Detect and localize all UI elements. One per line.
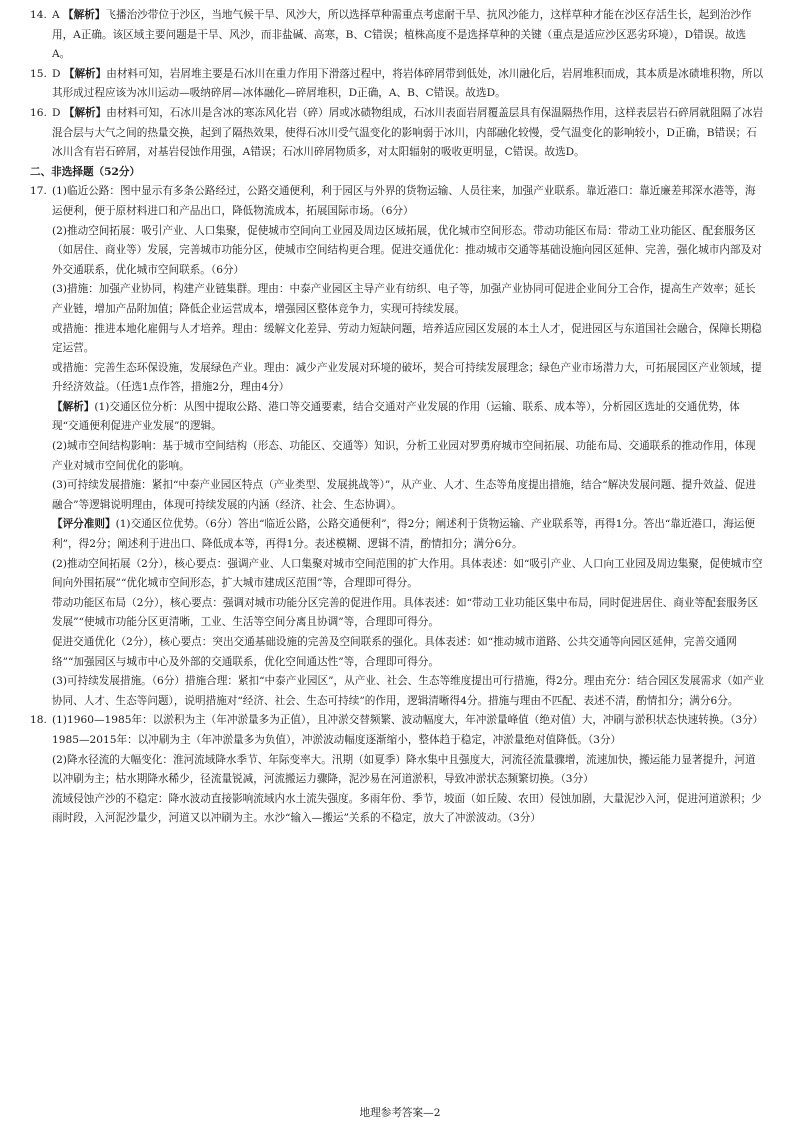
- question-number: 17.: [30, 185, 47, 198]
- criteria-2: (2)推动空间拓展（2分），核心要点：强调产业、人口集聚对城市空间范围的扩大作用。具体表述：如“吸引产业、人口向工业园及周边集聚，促使城市空间向外围拓展”“优化城市空间形态，扩大城市建成区范围”等，合理即可得分。: [52, 557, 763, 590]
- question-number: 14.: [30, 9, 47, 21]
- question-17: [30, 182, 764, 221]
- analysis-text: 飞播治沙带位于沙区，当地气候干旱、风沙大，所以选择草种需重点考虑耐干旱、抗风沙能力，这样草种才能在沙区存活生长，起到治沙作用，A正确。该区域主要问题是干旱、风沙，而非盐碱、高寒，B、C错误；植株高度不是选择草种的关键（重点是适应沙区恶劣环境），D错误。故选A。: [52, 9, 752, 61]
- analysis-tag: 【解析】: [63, 9, 106, 21]
- section-heading: 二、非选择题（52分）: [30, 165, 141, 178]
- criteria-1: [30, 515, 764, 554]
- answer-part-3-alt-2: 或措施：完善生态环保设施，发展绿色产业。理由：减少产业发展对环境的破坏，契合可持续发展理念；绿色产业市场潜力大，可拓展园区产业领域，提升经济效益。（任选1点作答，措施2分，理由4分）: [52, 361, 762, 394]
- answer-part-2: (2)降水径流的大幅变化：淮河流域降水季节、年际变率大。汛期（如夏季）降水集中且强度大，河流径流量骤增，流速加快，搬运能力显著提升，河道以冲刷为主；枯水期降水稀少，径流量锐减，河流搬运力骤降，泥沙易在河道淤积，导致冲淤状态频繁切换。（3分）: [52, 753, 756, 786]
- answer-part-2-cont: 流域侵蚀产沙的不稳定：降水波动直接影响流域内水土流失强度。多雨年份、季节，坡面（如丘陵、农田）侵蚀加剧，大量泥沙入河，促进河道淤积；少雨时段，入河泥沙量少，河道又以冲刷为主。水沙“输入—搬运”关系的不稳定，放大了冲淤波动。（3分）: [52, 792, 762, 825]
- question-number: 15.: [30, 67, 47, 80]
- answer-part-3: (3)措施：加强产业协同，构建产业链集群。理由：中泰产业园区主导产业有纺织、电子等，加强产业协同可促进企业间分工合作，提高生产效率；延长产业链，增加产品附加值；降低企业运营成本，增强园区整体竞争力，实现可持续发展。: [52, 283, 756, 315]
- question-18: [30, 711, 764, 750]
- answer-letter: D: [52, 106, 61, 119]
- answer-part-1: (1)临近公路：图中显示有多条公路经过，公路交通便利，利于园区与外界的货物运输、人员往来，加强产业联系。靠近港口：靠近廉差邦深水港等，海运便利，便于原材料进口和产品出口，降低物流成本，拓展国际市场。（6分）: [52, 185, 756, 217]
- answer-letter: D: [52, 67, 61, 80]
- analysis-3: (3)可持续发展措施：紧扣“中泰产业园区特点（产业类型、发展挑战等）”，从产业、人才、生态等角度提出措施，结合“解决发展问题、提升效益、促进融合”等逻辑说明理由，体现可持续发展的内涵（经济、社会、生态协调）。: [52, 479, 756, 511]
- criteria-3: 带动功能区布局（2分），核心要点：强调对城市功能分区完善的促进作用。具体表述：如“带动工业功能区集中布局，同时促进居住、商业等配套服务区发展”“使城市功能分区更清晰，工业、生活等空间分离且协调”等，合理即可得分。: [52, 596, 759, 629]
- answer-letter: A: [52, 9, 60, 21]
- criteria-4: 促进交通优化（2分），核心要点：突出交通基础设施的完善及空间联系的强化。具体表述：如“推动城市道路、公共交通等向园区延伸，完善交通网络”“加强园区与城市中心及外部的交通联系，优化空间通达性”等，合理即可得分。: [52, 636, 737, 668]
- analysis-text: 由材料可知，石冰川是含冰的寒冻风化岩（碎）屑或冰碛物组成，石冰川表面岩屑覆盖层具有保温隔热作用，这样表层岩石碎屑就阻隔了冰岩混合层与大气之间的热量交换，起到了隔热效果，使得石冰川受气温变化的影响弱于冰川，内部融化较慢，受气温变化的影响较小，D正确，B错误；石冰川含有岩石碎屑，对基岩侵蚀作用强，A错误；石冰川碎屑物质多，对太阳辐射的吸收更明显，C错误。故选D。: [52, 106, 764, 159]
- question-15: [30, 65, 764, 104]
- analysis-tag: 【解析】: [63, 67, 107, 80]
- answer-part-1: (1)1960—1985年：以淤积为主（年冲淤量多为正值），且冲淤交替频繁、波动幅度大，年冲淤量峰值（绝对值）大，冲刷与淤积状态快速转换。（3分）1985—2015年：以冲刷为主（年冲淤量多为负值），冲淤波动幅度逐渐缩小，整体趋于稳定，冲淤量绝对值降低。（3分）: [52, 714, 764, 746]
- page-footer: 地理参考答案—2: [359, 1107, 441, 1120]
- criteria-5: (3)可持续发展措施。（6分）措施合理：紧扣“中泰产业园区”，从产业、社会、生态等维度提出可行措施，得2分。理由充分：结合园区发展需求（如产业协同、人才、生态等问题），说明措施对“经济、社会、生态可持续”的作用，逻辑清晰得4分。措施与理由不匹配、表述不清，酌情扣分；满分6分。: [52, 675, 765, 707]
- question-16: [30, 104, 764, 163]
- analysis-tag: 【解析】: [63, 106, 107, 119]
- analysis-text: (1)交通区位分析：从图中提取公路、港口等交通要素，结合交通对产业发展的作用（运输、联系、成本等），分析园区选址的交通优势，体现“交通便利促进产业发展”的逻辑。: [52, 400, 740, 433]
- question-14: [30, 6, 764, 65]
- answer-part-2: (2)推动空间拓展：吸引产业、人口集聚，促使城市空间向工业园及周边区域拓展，优化城市空间形态。带动功能区布局：带动工业功能区、配套服务区（如居住、商业等）发展，完善城市功能分区，使城市空间结构更合理。促进交通优化：推动城市交通等基础设施向园区延伸、完善，强化城市内部及对外交通联系，优化城市空间联系。（6分）: [52, 224, 762, 276]
- criteria-text: (1)交通区位优势。（6分）答出“临近公路，公路交通便利”，得2分；阐述利于货物运输、产业联系等，再得1分。答出“靠近港口，海运便利”，得2分；阐述利于进出口、降低成本等，再得1分。表述模糊、逻辑不清，酌情扣分；满分6分。: [52, 518, 755, 551]
- answer-part-3-alt-1: 或措施：推进本地化雇佣与人才培养。理由：缓解文化差异、劳动力短缺问题，培养适应园区发展的本土人才，促进园区与东道国社会融合，保障长期稳定运营。: [52, 322, 762, 355]
- analysis-2: (2)城市空间结构影响：基于城市空间结构（形态、功能区、交通等）知识，分析工业园对罗勇府城市空间拓展、功能布局、交通联系的推动作用，体现产业对城市空间优化的影响。: [52, 440, 756, 472]
- criteria-tag: 【评分准则】: [52, 518, 116, 531]
- question-number: 18.: [30, 714, 47, 727]
- question-number: 16.: [30, 106, 47, 119]
- analysis-tag: 【解析】: [52, 400, 95, 413]
- analysis-1: [30, 398, 764, 437]
- analysis-text: 由材料可知，岩屑堆主要是石冰川在重力作用下滑落过程中，将岩体碎屑带到低处，冰川融化后，岩屑堆积而成，其本质是冰碛堆积物，所以其形成过程应该为冰川运动—吸纳碎屑—冰体融化—碎屑堆积，D正确，A、B、C错误。故选D。: [52, 67, 764, 100]
